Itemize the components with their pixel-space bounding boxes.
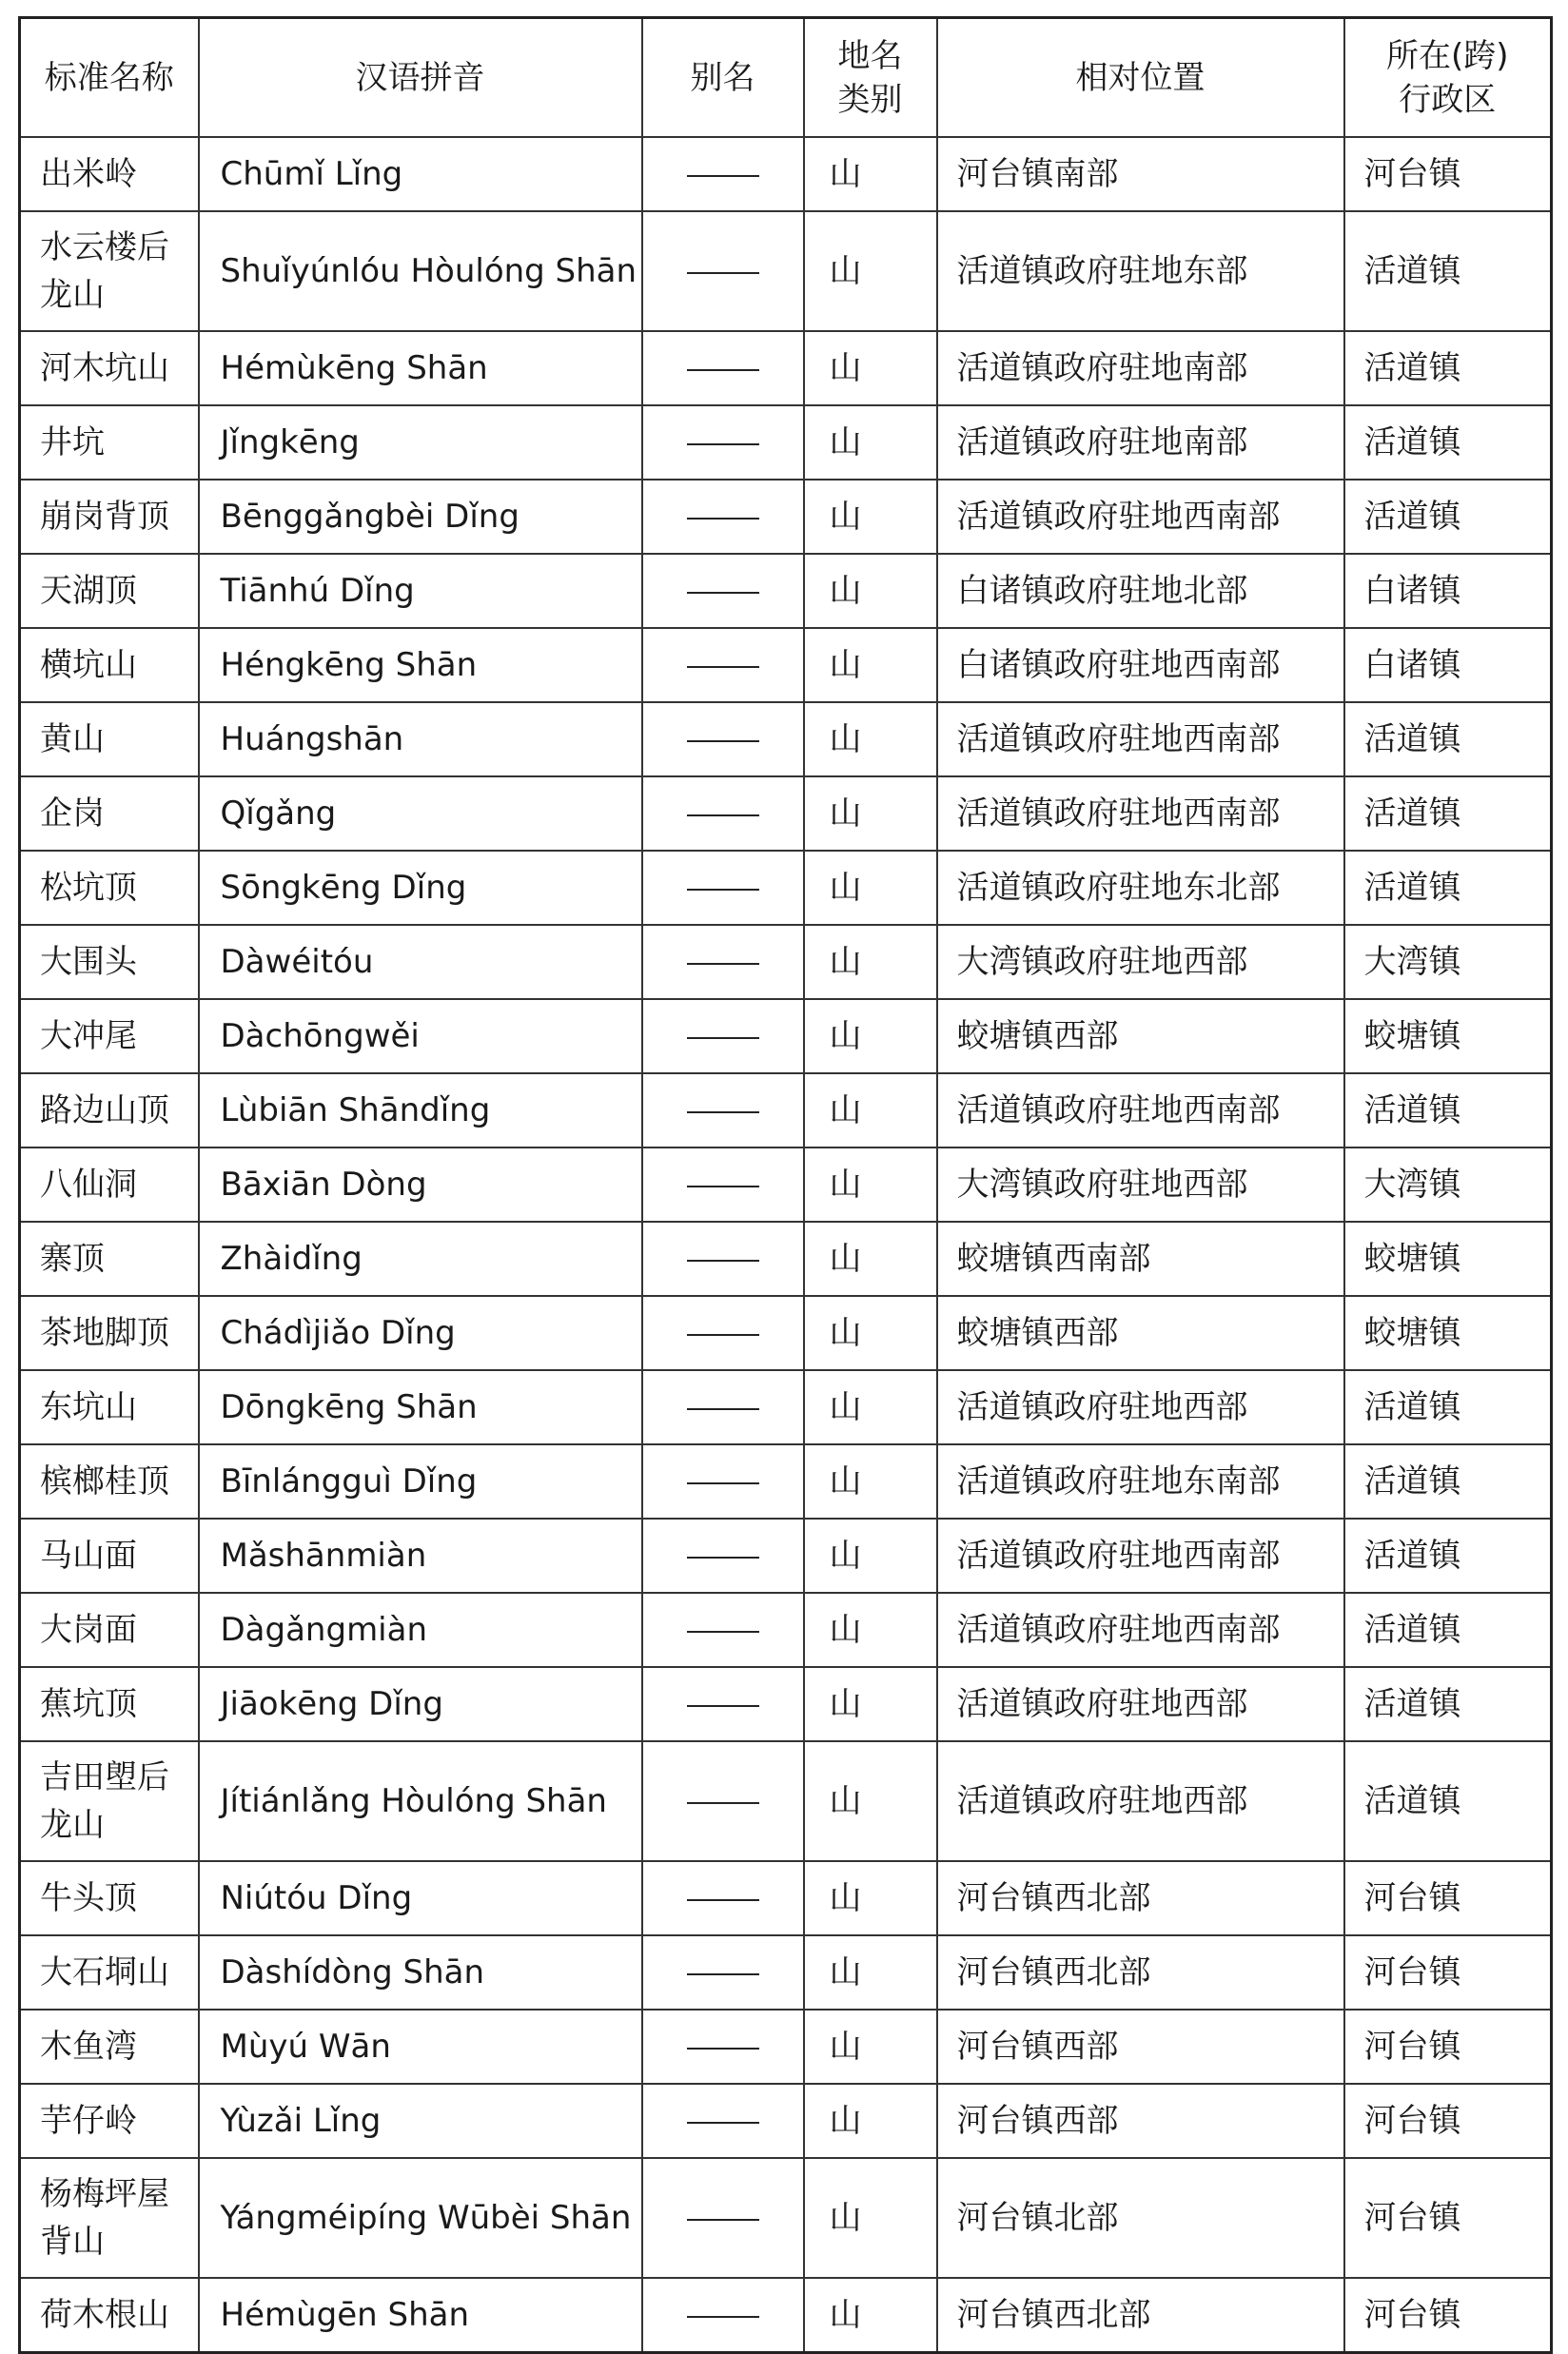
cell-standard-name: 水云楼后龙山	[20, 211, 199, 331]
cell-category: 山	[804, 776, 937, 851]
cell-category: 山	[804, 925, 937, 999]
cell-relative-position: 河台镇西部	[937, 2010, 1344, 2084]
cell-relative-position: 活道镇政府驻地东北部	[937, 851, 1344, 925]
cell-district: 蛟塘镇	[1344, 999, 1552, 1073]
cell-category: 山	[804, 2084, 937, 2158]
cell-alias	[642, 1593, 804, 1667]
table-row	[20, 1741, 1552, 1861]
table-row	[20, 925, 1552, 999]
cell-standard-name: 八仙洞	[20, 1148, 199, 1222]
cell-district: 河台镇	[1344, 2278, 1552, 2353]
cell-pinyin: Yángméipíng Wūbèi Shān	[199, 2158, 642, 2278]
alias-dash	[687, 1899, 759, 1901]
table-row	[20, 1861, 1552, 1935]
table-row	[20, 1935, 1552, 2010]
alias-dash	[687, 2048, 759, 2050]
cell-standard-name: 大冲尾	[20, 999, 199, 1073]
cell-category: 山	[804, 1861, 937, 1935]
cell-relative-position: 白诸镇政府驻地北部	[937, 554, 1344, 628]
table-row	[20, 1444, 1552, 1519]
alias-dash	[687, 666, 759, 668]
cell-relative-position: 蛟塘镇西部	[937, 1296, 1344, 1370]
cell-category: 山	[804, 405, 937, 480]
cell-pinyin: Dàshídòng Shān	[199, 1935, 642, 2010]
cell-relative-position: 河台镇北部	[937, 2158, 1344, 2278]
cell-category: 山	[804, 211, 937, 331]
cell-relative-position: 活道镇政府驻地西部	[937, 1370, 1344, 1444]
cell-alias	[642, 1935, 804, 2010]
cell-alias	[642, 999, 804, 1073]
cell-pinyin: Hémùkēng Shān	[199, 331, 642, 405]
header-pinyin: 汉语拼音	[199, 18, 642, 138]
cell-relative-position: 活道镇政府驻地西南部	[937, 702, 1344, 776]
cell-alias	[642, 1444, 804, 1519]
table-row	[20, 211, 1552, 331]
cell-pinyin: Zhàidǐng	[199, 1222, 642, 1296]
cell-pinyin: Dàwéitóu	[199, 925, 642, 999]
alias-dash	[687, 1334, 759, 1336]
alias-dash	[687, 889, 759, 891]
cell-pinyin: Huángshān	[199, 702, 642, 776]
cell-standard-name: 牛头顶	[20, 1861, 199, 1935]
cell-pinyin: Mǎshānmiàn	[199, 1519, 642, 1593]
cell-standard-name: 路边山顶	[20, 1073, 199, 1148]
cell-pinyin: Dōngkēng Shān	[199, 1370, 642, 1444]
cell-category: 山	[804, 1444, 937, 1519]
table-header-row	[20, 18, 1552, 138]
alias-dash	[687, 1260, 759, 1262]
alias-dash	[687, 369, 759, 371]
alias-dash	[687, 814, 759, 816]
alias-dash	[687, 1037, 759, 1039]
cell-standard-name: 横坑山	[20, 628, 199, 702]
alias-dash	[687, 592, 759, 594]
cell-alias	[642, 628, 804, 702]
cell-standard-name: 茶地脚顶	[20, 1296, 199, 1370]
cell-relative-position: 活道镇政府驻地南部	[937, 331, 1344, 405]
cell-district: 大湾镇	[1344, 925, 1552, 999]
alias-dash	[687, 2122, 759, 2124]
cell-relative-position: 河台镇西部	[937, 2084, 1344, 2158]
table-row	[20, 702, 1552, 776]
cell-category: 山	[804, 1667, 937, 1741]
cell-alias	[642, 137, 804, 211]
cell-district: 白诸镇	[1344, 554, 1552, 628]
header-category-line1: 地名	[837, 36, 903, 75]
alias-dash	[687, 443, 759, 445]
cell-alias	[642, 1370, 804, 1444]
cell-standard-name: 荷木根山	[20, 2278, 199, 2353]
table-row	[20, 137, 1552, 211]
cell-standard-name: 吉田塱后龙山	[20, 1741, 199, 1861]
cell-standard-name: 井坑	[20, 405, 199, 480]
table-row	[20, 480, 1552, 554]
alias-dash	[687, 963, 759, 965]
cell-relative-position: 活道镇政府驻地西南部	[937, 776, 1344, 851]
cell-pinyin: Qǐgǎng	[199, 776, 642, 851]
alias-dash	[687, 740, 759, 742]
cell-category: 山	[804, 1296, 937, 1370]
cell-relative-position: 活道镇政府驻地西部	[937, 1667, 1344, 1741]
alias-dash	[687, 518, 759, 520]
alias-dash	[687, 175, 759, 177]
alias-dash	[687, 2219, 759, 2221]
table-row	[20, 2010, 1552, 2084]
table-row	[20, 1519, 1552, 1593]
cell-alias	[642, 405, 804, 480]
cell-alias	[642, 1148, 804, 1222]
table-row	[20, 776, 1552, 851]
table-row	[20, 2278, 1552, 2353]
cell-district: 活道镇	[1344, 702, 1552, 776]
cell-relative-position: 活道镇政府驻地东南部	[937, 1444, 1344, 1519]
cell-alias	[642, 925, 804, 999]
cell-pinyin: Dàgǎngmiàn	[199, 1593, 642, 1667]
cell-relative-position: 活道镇政府驻地西南部	[937, 1593, 1344, 1667]
cell-relative-position: 河台镇西北部	[937, 2278, 1344, 2353]
cell-category: 山	[804, 1519, 937, 1593]
alias-dash	[687, 2316, 759, 2318]
cell-district: 河台镇	[1344, 2158, 1552, 2278]
cell-category: 山	[804, 1935, 937, 2010]
cell-relative-position: 大湾镇政府驻地西部	[937, 925, 1344, 999]
cell-district: 蛟塘镇	[1344, 1296, 1552, 1370]
cell-district: 活道镇	[1344, 480, 1552, 554]
cell-standard-name: 蕉坑顶	[20, 1667, 199, 1741]
header-standard-name: 标准名称	[20, 18, 199, 138]
table-row	[20, 405, 1552, 480]
cell-alias	[642, 1667, 804, 1741]
cell-alias	[642, 480, 804, 554]
cell-district: 活道镇	[1344, 1593, 1552, 1667]
cell-standard-name: 东坑山	[20, 1370, 199, 1444]
cell-standard-name: 芋仔岭	[20, 2084, 199, 2158]
cell-pinyin: Jítiánlǎng Hòulóng Shān	[199, 1741, 642, 1861]
table-row	[20, 1222, 1552, 1296]
cell-standard-name: 木鱼湾	[20, 2010, 199, 2084]
cell-category: 山	[804, 851, 937, 925]
cell-standard-name: 崩岗背顶	[20, 480, 199, 554]
cell-district: 活道镇	[1344, 1073, 1552, 1148]
cell-category: 山	[804, 1370, 937, 1444]
cell-category: 山	[804, 137, 937, 211]
alias-dash	[687, 1111, 759, 1113]
cell-standard-name: 寨顶	[20, 1222, 199, 1296]
alias-dash	[687, 1973, 759, 1975]
cell-pinyin: Chádìjiǎo Dǐng	[199, 1296, 642, 1370]
cell-category: 山	[804, 1741, 937, 1861]
cell-pinyin: Bāxiān Dòng	[199, 1148, 642, 1222]
cell-standard-name: 大石垌山	[20, 1935, 199, 2010]
cell-pinyin: Chūmǐ Lǐng	[199, 137, 642, 211]
table-row	[20, 2158, 1552, 2278]
alias-dash	[687, 1408, 759, 1410]
cell-standard-name: 天湖顶	[20, 554, 199, 628]
cell-pinyin: Lùbiān Shāndǐng	[199, 1073, 642, 1148]
cell-category: 山	[804, 1073, 937, 1148]
cell-standard-name: 企岗	[20, 776, 199, 851]
cell-district: 活道镇	[1344, 851, 1552, 925]
alias-dash	[687, 272, 759, 274]
table-row	[20, 1370, 1552, 1444]
cell-category: 山	[804, 2278, 937, 2353]
table-row	[20, 1667, 1552, 1741]
cell-district: 活道镇	[1344, 405, 1552, 480]
cell-alias	[642, 776, 804, 851]
cell-pinyin: Héngkēng Shān	[199, 628, 642, 702]
cell-relative-position: 河台镇西北部	[937, 1861, 1344, 1935]
cell-alias	[642, 1296, 804, 1370]
cell-pinyin: Shuǐyúnlóu Hòulóng Shān	[199, 211, 642, 331]
cell-standard-name: 河木坑山	[20, 331, 199, 405]
cell-category: 山	[804, 999, 937, 1073]
cell-alias	[642, 1519, 804, 1593]
table-row	[20, 628, 1552, 702]
cell-standard-name: 松坑顶	[20, 851, 199, 925]
cell-alias	[642, 2010, 804, 2084]
cell-category: 山	[804, 331, 937, 405]
cell-category: 山	[804, 2158, 937, 2278]
cell-relative-position: 蛟塘镇西南部	[937, 1222, 1344, 1296]
place-names-table	[18, 16, 1553, 2354]
cell-relative-position: 活道镇政府驻地西部	[937, 1741, 1344, 1861]
cell-district: 活道镇	[1344, 1370, 1552, 1444]
cell-alias	[642, 851, 804, 925]
table-row	[20, 1296, 1552, 1370]
cell-alias	[642, 1073, 804, 1148]
header-district-line1: 所在(跨)	[1385, 36, 1509, 75]
cell-pinyin: Tiānhú Dǐng	[199, 554, 642, 628]
cell-district: 大湾镇	[1344, 1148, 1552, 1222]
cell-relative-position: 活道镇政府驻地南部	[937, 405, 1344, 480]
header-district-line2: 行政区	[1399, 80, 1497, 119]
cell-alias	[642, 702, 804, 776]
table-body	[20, 137, 1552, 2353]
table-row	[20, 1593, 1552, 1667]
table-row	[20, 2084, 1552, 2158]
cell-pinyin: Yùzǎi Lǐng	[199, 2084, 642, 2158]
cell-district: 河台镇	[1344, 2084, 1552, 2158]
cell-category: 山	[804, 628, 937, 702]
cell-standard-name: 槟榔桂顶	[20, 1444, 199, 1519]
cell-alias	[642, 1741, 804, 1861]
cell-district: 活道镇	[1344, 211, 1552, 331]
alias-dash	[687, 1482, 759, 1484]
header-category-line2: 类别	[837, 80, 903, 119]
cell-district: 活道镇	[1344, 1741, 1552, 1861]
cell-pinyin: Hémùgēn Shān	[199, 2278, 642, 2353]
cell-alias	[642, 2084, 804, 2158]
alias-dash	[687, 1705, 759, 1707]
cell-district: 河台镇	[1344, 1861, 1552, 1935]
cell-standard-name: 黄山	[20, 702, 199, 776]
cell-pinyin: Jǐngkēng	[199, 405, 642, 480]
cell-district: 活道镇	[1344, 331, 1552, 405]
cell-relative-position: 大湾镇政府驻地西部	[937, 1148, 1344, 1222]
cell-pinyin: Mùyú Wān	[199, 2010, 642, 2084]
cell-category: 山	[804, 480, 937, 554]
table-row	[20, 331, 1552, 405]
cell-alias	[642, 211, 804, 331]
cell-pinyin: Jiāokēng Dǐng	[199, 1667, 642, 1741]
alias-dash	[687, 1802, 759, 1804]
cell-district: 河台镇	[1344, 1935, 1552, 2010]
cell-district: 白诸镇	[1344, 628, 1552, 702]
cell-alias	[642, 331, 804, 405]
cell-district: 活道镇	[1344, 1667, 1552, 1741]
cell-district: 活道镇	[1344, 1444, 1552, 1519]
table-row	[20, 1073, 1552, 1148]
cell-relative-position: 活道镇政府驻地西南部	[937, 1519, 1344, 1593]
cell-district: 河台镇	[1344, 2010, 1552, 2084]
header-alias: 别名	[642, 18, 804, 138]
cell-relative-position: 活道镇政府驻地西南部	[937, 1073, 1344, 1148]
cell-alias	[642, 1861, 804, 1935]
cell-alias	[642, 554, 804, 628]
header-relative-position: 相对位置	[937, 18, 1344, 138]
cell-district: 河台镇	[1344, 137, 1552, 211]
alias-dash	[687, 1631, 759, 1633]
cell-standard-name: 杨梅坪屋背山	[20, 2158, 199, 2278]
cell-pinyin: Niútóu Dǐng	[199, 1861, 642, 1935]
header-district	[1344, 18, 1552, 138]
cell-relative-position: 河台镇南部	[937, 137, 1344, 211]
cell-relative-position: 蛟塘镇西部	[937, 999, 1344, 1073]
cell-alias	[642, 2158, 804, 2278]
cell-pinyin: Bēnggǎngbèi Dǐng	[199, 480, 642, 554]
cell-category: 山	[804, 2010, 937, 2084]
cell-pinyin: Sōngkēng Dǐng	[199, 851, 642, 925]
cell-category: 山	[804, 554, 937, 628]
cell-district: 活道镇	[1344, 1519, 1552, 1593]
cell-relative-position: 河台镇西北部	[937, 1935, 1344, 2010]
cell-category: 山	[804, 1222, 937, 1296]
cell-category: 山	[804, 1148, 937, 1222]
table-row	[20, 999, 1552, 1073]
cell-relative-position: 活道镇政府驻地西南部	[937, 480, 1344, 554]
cell-district: 蛟塘镇	[1344, 1222, 1552, 1296]
cell-district: 活道镇	[1344, 776, 1552, 851]
cell-alias	[642, 2278, 804, 2353]
cell-standard-name: 马山面	[20, 1519, 199, 1593]
alias-dash	[687, 1557, 759, 1559]
cell-pinyin: Bīnlángguì Dǐng	[199, 1444, 642, 1519]
header-category	[804, 18, 937, 138]
cell-standard-name: 出米岭	[20, 137, 199, 211]
cell-relative-position: 白诸镇政府驻地西南部	[937, 628, 1344, 702]
cell-category: 山	[804, 702, 937, 776]
cell-pinyin: Dàchōngwěi	[199, 999, 642, 1073]
table-row	[20, 554, 1552, 628]
table-row	[20, 851, 1552, 925]
cell-category: 山	[804, 1593, 937, 1667]
alias-dash	[687, 1186, 759, 1187]
cell-alias	[642, 1222, 804, 1296]
table-row	[20, 1148, 1552, 1222]
cell-standard-name: 大围头	[20, 925, 199, 999]
cell-relative-position: 活道镇政府驻地东部	[937, 211, 1344, 331]
cell-standard-name: 大岗面	[20, 1593, 199, 1667]
